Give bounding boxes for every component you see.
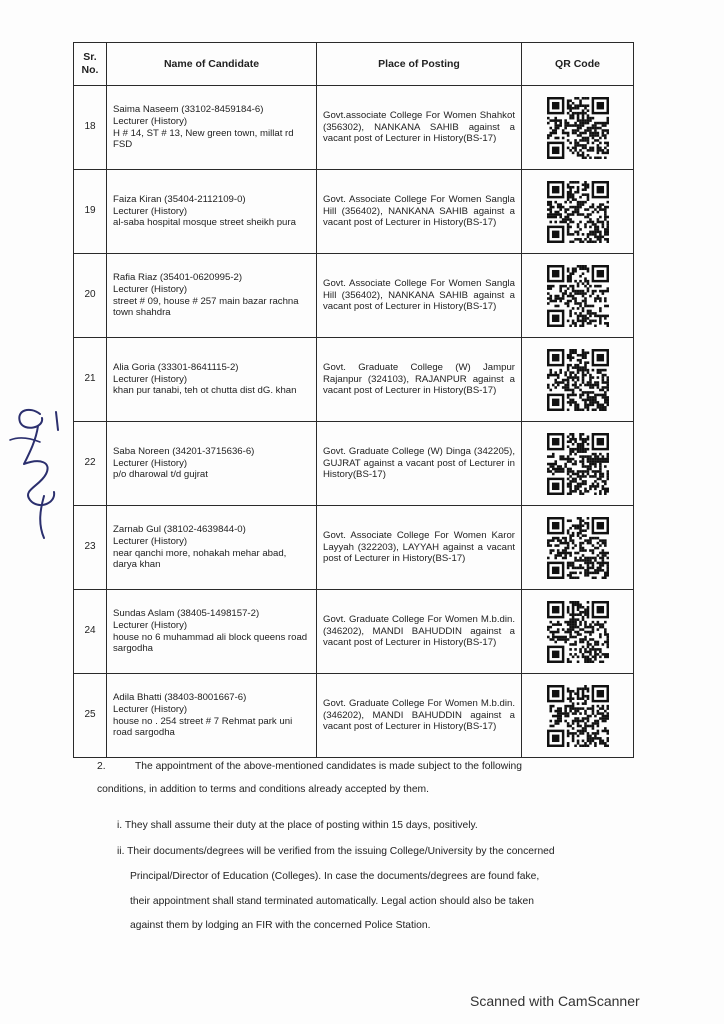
candidate-name: Saima Naseem (33102-8459184-6) <box>113 104 264 116</box>
qr-cell <box>522 590 634 674</box>
paragraph-number: 2. <box>97 761 106 772</box>
table-row <box>74 590 634 674</box>
table-row <box>74 338 634 422</box>
posting-cell: Govt. Associate College For Women Karor Layyah (322203), LAYYAH against a vacant post of Lecturer in History(BS-17) <box>317 506 522 590</box>
qr-cell <box>522 254 634 338</box>
sr-no-cell: 23 <box>74 506 107 590</box>
candidate-designation: Lecturer (History) <box>113 283 188 295</box>
table-row <box>74 422 634 506</box>
condition-ii-line-2: Principal/Director of Education (Colleges). In case the documents/degrees are found fake, <box>130 871 540 882</box>
condition-ii-line-4: against them by lodging an FIR with the concerned Police Station. <box>130 920 431 931</box>
qr-code-icon <box>547 601 609 663</box>
posting-cell: Govt. Graduate College (W) Jampur Rajanpur (324103), RAJANPUR against a vacant post of Lecturer in History(BS-17) <box>317 338 522 422</box>
qr-code-icon <box>547 685 609 747</box>
table-row <box>74 170 634 254</box>
condition-ii <box>117 846 637 857</box>
table-header-row <box>74 43 634 86</box>
candidate-designation: Lecturer (History) <box>113 457 188 469</box>
qr-code-icon <box>547 349 609 411</box>
candidate-cell <box>107 254 317 338</box>
candidate-designation: Lecturer (History) <box>113 703 188 715</box>
candidate-cell <box>107 422 317 506</box>
handwritten-signature <box>0 400 80 550</box>
sr-no-cell: 20 <box>74 254 107 338</box>
candidate-address: house no 6 muhammad ali block queens road sargodha <box>113 631 308 655</box>
name-header: Name of Candidate <box>107 43 317 86</box>
candidate-address: khan pur tanabi, teh ot chutta dist dG. khan <box>113 385 297 397</box>
candidate-name: Zarnab Gul (38102-4639844-0) <box>113 524 246 536</box>
sr-no-header: Sr. No. <box>74 43 107 86</box>
paragraph-text: The appointment of the above-mentioned candidates is made subject to the following <box>135 761 522 772</box>
candidate-address: house no . 254 street # 7 Rehmat park uni road sargodha <box>113 715 293 739</box>
qr-code-icon <box>547 265 609 327</box>
candidate-cell <box>107 674 317 758</box>
posting-cell: Govt. Graduate College (W) Dinga (342205), GUJRAT against a vacant post of Lecturer in History(BS-17) <box>317 422 522 506</box>
candidate-address: street # 09, house # 257 main bazar rachna town shahdra <box>113 295 299 319</box>
candidate-name: Alia Goria (33301-8641115-2) <box>113 361 239 373</box>
candidate-address: H # 14, ST # 13, New green town, millat rd FSD <box>113 127 294 151</box>
candidate-designation: Lecturer (History) <box>113 535 188 547</box>
candidate-cell <box>107 170 317 254</box>
candidate-name: Saba Noreen (34201-3715636-6) <box>113 445 255 457</box>
camscanner-watermark: Scanned with CamScanner <box>470 993 640 1009</box>
qr-code-icon <box>547 433 609 495</box>
candidate-cell <box>107 86 317 170</box>
condition-ii-line-1: ii. Their documents/degrees will be verified from the issuing College/University by the concerned <box>117 846 555 857</box>
table-row <box>74 254 634 338</box>
sr-no-cell: 24 <box>74 590 107 674</box>
qr-cell <box>522 506 634 590</box>
qr-cell <box>522 170 634 254</box>
qr-cell <box>522 674 634 758</box>
qr-cell <box>522 338 634 422</box>
posting-cell: Govt. Associate College For Women Sangla Hill (356402), NANKANA SAHIB against a vacant post of Lecturer in History(BS-17) <box>317 254 522 338</box>
candidate-address: near qanchi more, nohakah mehar abad, darya khan <box>113 547 287 571</box>
candidate-name: Sundas Aslam (38405-1498157-2) <box>113 608 260 620</box>
candidate-address: p/o dharowal t/d gujrat <box>113 469 208 481</box>
condition-i: i. They shall assume their duty at the place of posting within 15 days, positively. <box>117 820 478 831</box>
table-row <box>74 674 634 758</box>
qr-cell <box>522 422 634 506</box>
candidate-name: Adila Bhatti (38403-8001667-6) <box>113 692 247 704</box>
qr-cell <box>522 86 634 170</box>
sr-no-cell: 22 <box>74 422 107 506</box>
sr-no-cell: 18 <box>74 86 107 170</box>
candidate-cell <box>107 506 317 590</box>
candidate-address: al-saba hospital mosque street sheikh pura <box>113 217 296 229</box>
sr-no-cell: 21 <box>74 338 107 422</box>
candidate-name: Rafia Riaz (35401-0620995-2) <box>113 272 243 284</box>
qr-code-icon <box>547 181 609 243</box>
candidate-cell <box>107 338 317 422</box>
table-row <box>74 506 634 590</box>
sr-no-cell: 19 <box>74 170 107 254</box>
qr-header: QR Code <box>522 43 634 86</box>
qr-code-icon <box>547 517 609 579</box>
posting-cell: Govt. Graduate College For Women M.b.din. (346202), MANDI BAHUDDIN against a vacant post of Lecturer in History(BS-17) <box>317 674 522 758</box>
sr-no-cell: 25 <box>74 674 107 758</box>
posting-cell: Govt. Associate College For Women Sangla Hill (356402), NANKANA SAHIB against a vacant post of Lecturer in History(BS-17) <box>317 170 522 254</box>
candidate-designation: Lecturer (History) <box>113 205 188 217</box>
candidates-table <box>73 42 634 758</box>
candidate-designation: Lecturer (History) <box>113 115 188 127</box>
place-header: Place of Posting <box>317 43 522 86</box>
condition-ii-line-3: their appointment shall stand terminated automatically. Legal action should also be taken <box>130 896 534 907</box>
qr-code-icon <box>547 97 609 159</box>
posting-cell: Govt. Graduate College For Women M.b.din. (346202), MANDI BAHUDDIN against a vacant post of Lecturer in History(BS-17) <box>317 590 522 674</box>
paragraph-2-continued: conditions, in addition to terms and conditions already accepted by them. <box>97 784 429 795</box>
paragraph-2 <box>97 761 635 772</box>
table-row <box>74 86 634 170</box>
posting-cell: Govt.associate College For Women Shahkot (356302), NANKANA SAHIB against a vacant post of Lecturer in History(BS-17) <box>317 86 522 170</box>
candidate-designation: Lecturer (History) <box>113 373 188 385</box>
candidate-name: Faiza Kiran (35404-2112109-0) <box>113 193 246 205</box>
candidate-designation: Lecturer (History) <box>113 619 188 631</box>
candidate-cell <box>107 590 317 674</box>
